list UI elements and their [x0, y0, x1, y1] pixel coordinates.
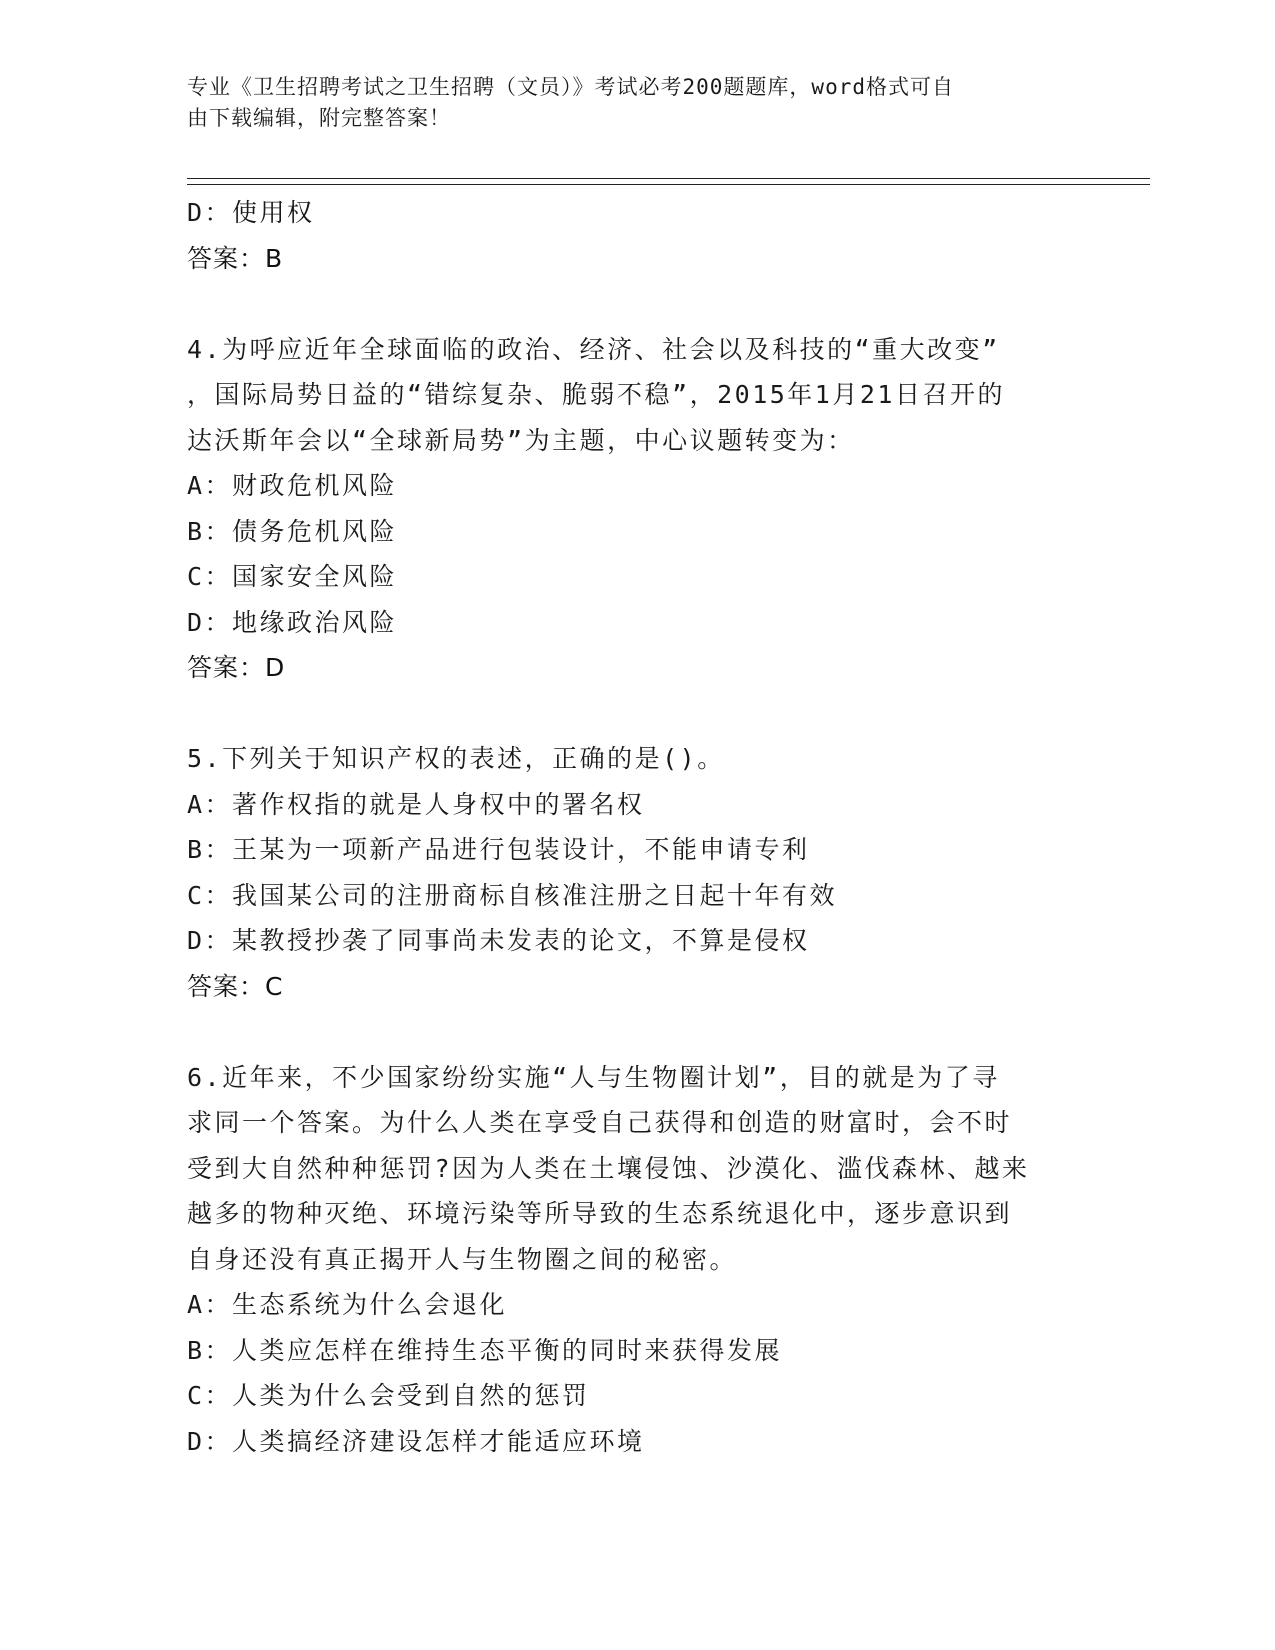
option-a: A：著作权指的就是人身权中的署名权: [187, 789, 645, 819]
option-d: D：人类搞经济建设怎样才能适应环境: [187, 1426, 645, 1456]
question-stem-line: 求同一个答案。为什么人类在享受自己获得和创造的财富时，会不时: [187, 1108, 1013, 1137]
spacer: [187, 1009, 1107, 1055]
option-c: C：人类为什么会受到自然的惩罚: [187, 1381, 590, 1410]
header-line-2: 由下载编辑，附完整答案！: [187, 106, 451, 130]
question-stem-line: 自身还没有真正揭开人与生物圈之间的秘密。: [187, 1244, 738, 1274]
option-c: C：我国某公司的注册商标自核准注册之日起十年有效: [187, 880, 838, 910]
question-stem-line: 达沃斯年会以“全球新局势”为主题，中心议题转变为：: [187, 425, 855, 455]
option-a: A：生态系统为什么会退化: [187, 1290, 508, 1319]
question-4: [187, 327, 1107, 691]
spacer: [187, 281, 1107, 327]
spacer: [187, 691, 1107, 737]
document-header: [187, 72, 1087, 134]
option-d: D：使用权: [187, 198, 315, 227]
option-d: D：某教授抄袭了同事尚未发表的论文，不算是侵权: [187, 926, 810, 955]
question-stem-line: 受到大自然种种惩罚?因为人类在土壤侵蚀、沙漠化、滥伐森林、越来: [187, 1153, 1030, 1183]
question-list: [187, 190, 1107, 1464]
header-divider: [187, 178, 1150, 185]
option-b: B：王某为一项新产品进行包装设计，不能申请专利: [187, 835, 810, 864]
question-5: [187, 736, 1107, 1009]
header-line-1: 专业《卫生招聘考试之卫生招聘（文员）》考试必考200题题库，word格式可自: [187, 75, 954, 99]
question-stem-line: 6.近年来，不少国家纷纷实施“人与生物圈计划”，目的就是为了寻: [187, 1062, 1000, 1092]
question-stem-line: 越多的物种灭绝、环境污染等所导致的生态系统退化中，逐步意识到: [187, 1199, 1013, 1228]
question-stem-line: ，国际局势日益的“错综复杂、脆弱不稳”，2015年1月21日召开的: [187, 380, 1005, 409]
question-stem-line: 4.为呼应近年全球面临的政治、经济、社会以及科技的“重大改变”: [187, 334, 1000, 364]
answer-line: 答案：D: [187, 653, 286, 682]
option-b: B：债务危机风险: [187, 516, 398, 546]
answer-line: 答案：B: [187, 243, 284, 273]
answer-line: 答案：C: [187, 971, 284, 1001]
question-3-tail: [187, 190, 1107, 281]
option-d: D：地缘政治风险: [187, 607, 398, 637]
option-a: A：财政危机风险: [187, 471, 398, 500]
option-c: C：国家安全风险: [187, 562, 398, 591]
option-b: B：人类应怎样在维持生态平衡的同时来获得发展: [187, 1335, 783, 1365]
question-stem-line: 5.下列关于知识产权的表述，正确的是()。: [187, 744, 725, 773]
question-6: [187, 1055, 1107, 1465]
